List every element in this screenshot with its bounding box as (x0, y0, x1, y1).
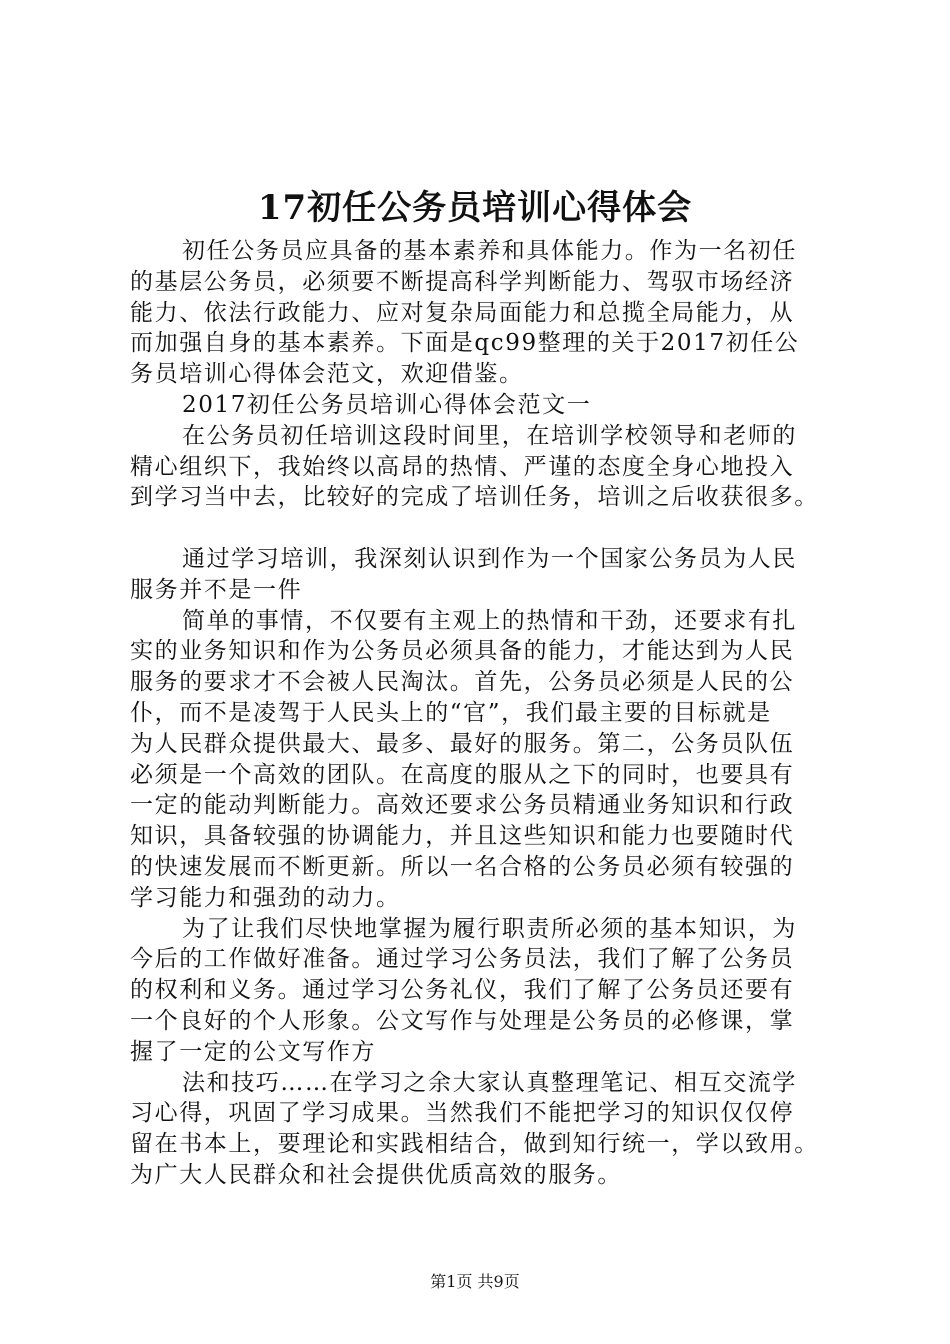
paragraph-line: 简单的事情，不仅要有主观上的热情和干劲，还要求有扎 (182, 607, 797, 634)
paragraph-line: 的权利和义务。通过学习公务礼仪，我们了解了公务员还要有 (130, 977, 795, 1004)
document-body (130, 236, 830, 1191)
document-title: 17初任公务员培训心得体会 (257, 188, 693, 228)
paragraph-line: 必须是一个高效的团队。在高度的服从之下的同时，也要具有 (130, 761, 795, 788)
paragraph-line: 知识，具备较强的协调能力，并且这些知识和能力也要随时代 (130, 823, 795, 850)
paragraph-line: 能力、依法行政能力、应对复杂局面能力和总揽全局能力，从 (130, 299, 795, 326)
paragraph-line: 精心组织下，我始终以高昂的热情、严谨的态度全身心地投入 (130, 453, 795, 480)
section-heading: 2017初任公务员培训心得体会范文一 (182, 391, 592, 418)
paragraph-line: 的基层公务员，必须要不断提高科学判断能力、驾驭市场经济 (130, 268, 795, 295)
paragraph-line: 为了让我们尽快地掌握为履行职责所必须的基本知识，为 (182, 915, 797, 942)
paragraph-line: 法和技巧……在学习之余大家认真整理笔记、相互交流学 (182, 1069, 797, 1096)
paragraph-line: 仆，而不是凌驾于人民头上的“官”，我们最主要的目标就是 (130, 699, 772, 726)
paragraph-line: 学习能力和强劲的动力。 (130, 884, 401, 911)
paragraph-line: 留在书本上，要理论和实践相结合，做到知行统一，学以致用。 (130, 1131, 819, 1158)
paragraph-line: 为人民群众提供最大、最多、最好的服务。第二，公务员队伍 (130, 730, 795, 757)
paragraph-line: 为广大人民群众和社会提供优质高效的服务。 (130, 1161, 622, 1188)
paragraph-line: 服务的要求才不会被人民淘汰。首先，公务员必须是人民的公 (130, 669, 795, 696)
paragraph-line: 通过学习培训，我深刻认识到作为一个国家公务员为人民 (182, 545, 797, 572)
paragraph-line: 实的业务知识和作为公务员必须具备的能力，才能达到为人民 (130, 638, 795, 665)
paragraph-line: 初任公务员应具备的基本素养和具体能力。作为一名初任 (182, 238, 797, 264)
paragraph-line: 今后的工作做好准备。通过学习公务员法，我们了解了公务员 (130, 946, 795, 973)
paragraph-gap (130, 513, 830, 544)
paragraph-line: 一个良好的个人形象。公文写作与处理是公务员的必修课，掌 (130, 1007, 795, 1034)
paragraph-line: 服务并不是一件 (130, 576, 303, 603)
paragraph-line: 的快速发展而不断更新。所以一名合格的公务员必须有较强的 (130, 853, 795, 880)
paragraph-line: 到学习当中去，比较好的完成了培训任务，培训之后收获很多。 (130, 484, 819, 511)
paragraph-line: 一定的能动判断能力。高效还要求公务员精通业务知识和行政 (130, 792, 795, 819)
paragraph-line: 而加强自身的基本素养。下面是qc99整理的关于2017初任公 (130, 330, 800, 357)
paragraph-line: 在公务员初任培训这段时间里，在培训学校领导和老师的 (182, 422, 797, 449)
paragraph-line: 握了一定的公文写作方 (130, 1038, 376, 1065)
paragraph-line: 务员培训心得体会范文，欢迎借鉴。 (130, 361, 524, 388)
page-footer: 第1页 共9页 (430, 1272, 520, 1291)
paragraph-line: 习心得，巩固了学习成果。当然我们不能把学习的知识仅仅停 (130, 1100, 795, 1127)
